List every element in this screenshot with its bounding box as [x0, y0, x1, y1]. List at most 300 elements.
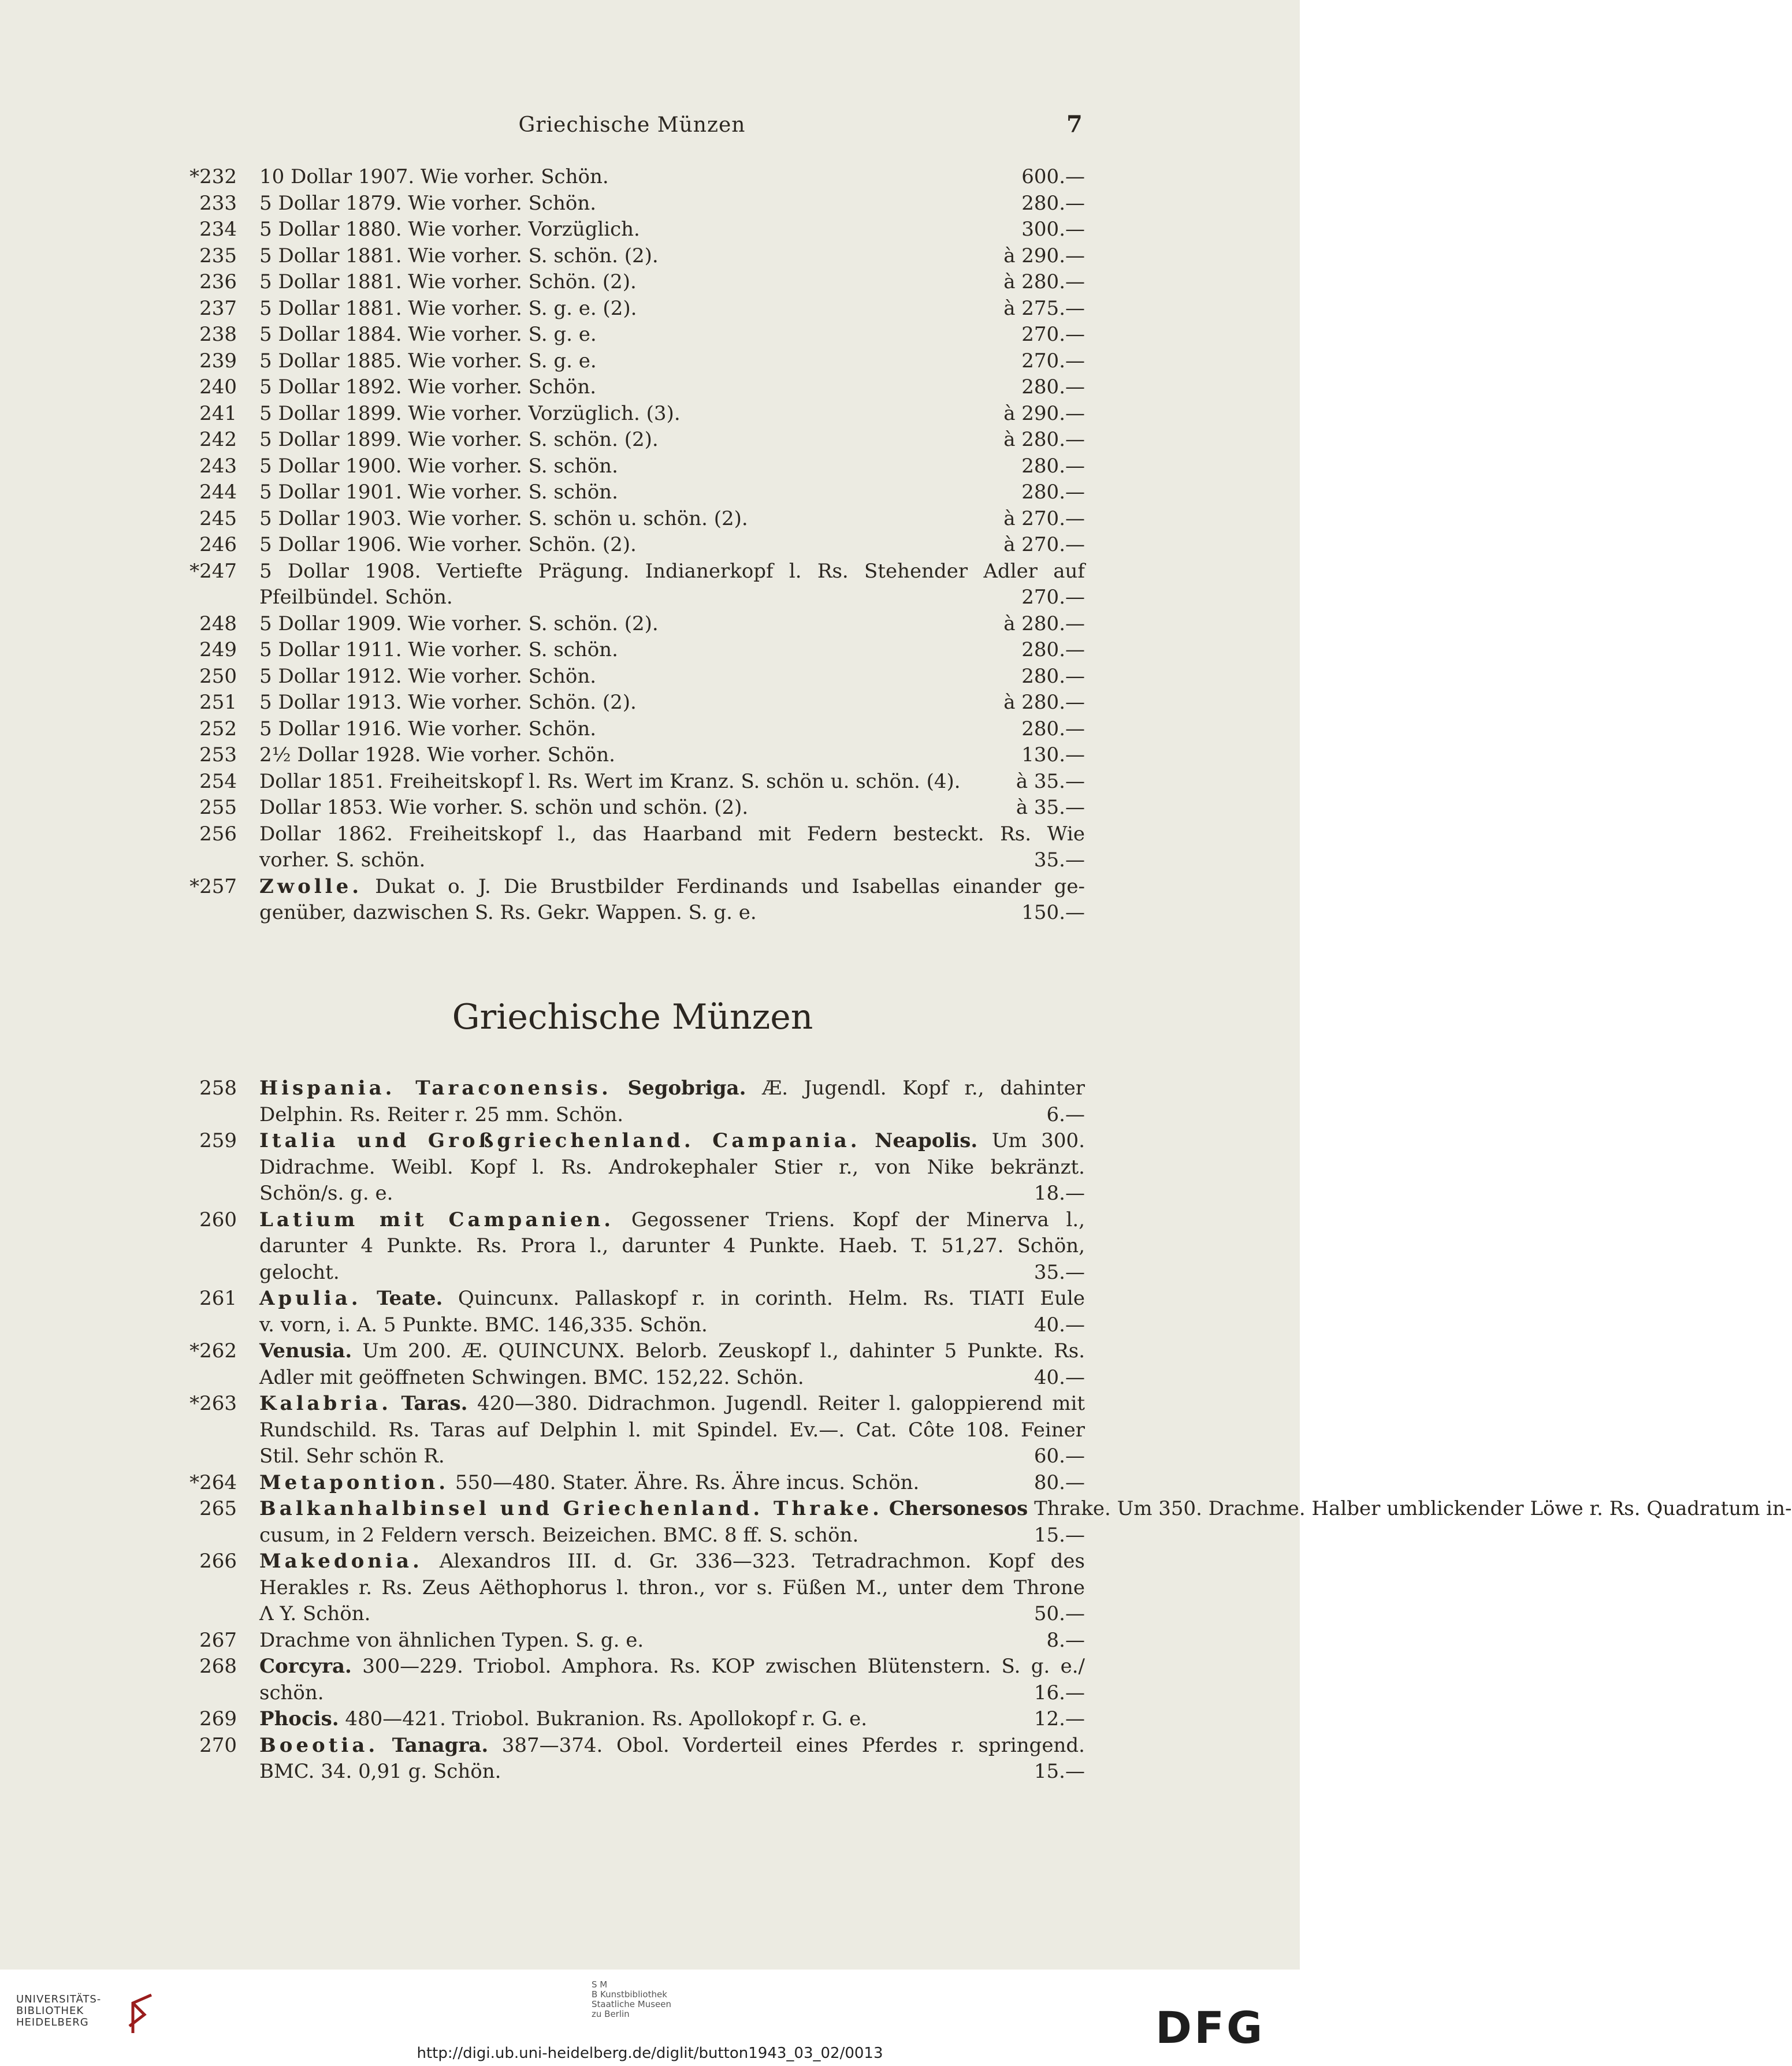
lot-heading: Boeotia. — [259, 1733, 379, 1757]
lot-price: 280.— — [1021, 481, 1085, 504]
lot-price: 600.— — [1021, 165, 1085, 188]
lot-number: 255 — [199, 796, 237, 819]
line-content: Um 200. Æ. QUINCUNX. Belorb. Zeuskopf l., dahinter 5 Punkte. Rs. — [362, 1339, 1085, 1363]
line-text — [259, 1706, 1026, 1733]
lot-price: 300.— — [1021, 218, 1085, 241]
lot-entry — [156, 690, 1085, 716]
lot-price: à 280.— — [1003, 691, 1085, 714]
lot-description — [259, 296, 1085, 322]
university-logo-line: UNIVERSITÄTS- — [16, 1993, 102, 2005]
line-content: Drachme von ähnlichen Typen. S. g. e. — [259, 1628, 644, 1652]
university-logo-line: HEIDELBERG — [16, 2016, 89, 2028]
lot-description — [259, 1338, 1085, 1391]
description-line — [259, 1128, 1085, 1155]
lot-price: 150.— — [1021, 901, 1085, 924]
line-text — [259, 1312, 1026, 1339]
lot-number: 256 — [199, 822, 237, 846]
lot-heading: Metapontion. — [259, 1471, 449, 1494]
line-text — [259, 716, 1013, 743]
lot-heading: Apulia. — [259, 1287, 362, 1310]
description-line — [259, 1417, 1085, 1444]
lot-description — [259, 1128, 1085, 1207]
lot-number: 236 — [199, 270, 237, 293]
lot-description — [259, 716, 1085, 743]
description-line — [259, 1522, 1085, 1549]
university-logo — [16, 1994, 101, 2028]
line-text — [259, 690, 995, 716]
lot-heading: Makedonia. — [259, 1550, 423, 1573]
line-text — [259, 1392, 1085, 1415]
description-line — [259, 1759, 1085, 1785]
lot-entry — [156, 874, 1085, 926]
line-text — [259, 1077, 1085, 1100]
lot-number: 265 — [199, 1497, 237, 1520]
lot-description — [259, 664, 1085, 690]
lot-price: 50.— — [1033, 1602, 1085, 1625]
line-content: Didrachme. Weibl. Kopf l. Rs. Androkephaler Stier r., von Nike bekränzt. — [259, 1155, 1085, 1179]
lot-entry — [156, 1075, 1085, 1128]
lot-price: 280.— — [1021, 664, 1085, 688]
line-content: 550—480. Stater. Ähre. Rs. Ähre incus. Schön. — [455, 1471, 920, 1494]
line-text — [259, 560, 1085, 583]
lot-price: 18.— — [1033, 1182, 1085, 1205]
lot-price: 16.— — [1033, 1681, 1085, 1704]
lot-price: 280.— — [1021, 191, 1085, 215]
line-text — [259, 479, 1013, 506]
lot-description — [259, 1733, 1085, 1785]
lot-entry — [156, 637, 1085, 664]
lot-description — [259, 1548, 1085, 1628]
line-text — [259, 1287, 1085, 1310]
section-title: Griechische Münzen — [452, 997, 813, 1037]
lot-price: à 280.— — [1003, 612, 1085, 635]
line-text — [259, 1339, 1085, 1363]
description-line — [259, 427, 1085, 453]
line-content: 5 Dollar 1912. Wie vorher. Schön. — [259, 664, 597, 688]
description-line — [259, 847, 1085, 874]
line-content: Thrake. Um 350. Drachme. Halber umblickender Löwe r. Rs. Quadratum in- — [1034, 1497, 1792, 1520]
lot-entry — [156, 322, 1085, 348]
lot-number: 242 — [199, 428, 237, 451]
line-content: 5 Dollar 1899. Wie vorher. S. schön. (2). — [259, 428, 659, 451]
line-content: vorher. S. schön. — [259, 848, 426, 872]
line-text — [259, 1234, 1085, 1257]
lot-description — [259, 269, 1085, 296]
library-stamp — [592, 1980, 671, 2019]
lot-price: à 280.— — [1003, 270, 1085, 293]
line-content: Æ. Jugendl. Kopf r., dahinter — [762, 1077, 1085, 1100]
line-content: v. vorn, i. A. 5 Punkte. BMC. 146,335. Schön. — [259, 1313, 708, 1337]
description-line — [259, 1207, 1085, 1234]
line-text — [259, 506, 995, 533]
description-line — [259, 1181, 1085, 1207]
line-text — [259, 611, 995, 638]
lot-heading: Italia und Großgriechenland. Campania. — [259, 1129, 861, 1152]
lot-entry — [156, 1548, 1085, 1628]
line-text — [259, 427, 995, 453]
description-line — [259, 1233, 1085, 1260]
lot-price: 12.— — [1033, 1707, 1085, 1730]
description-line — [259, 506, 1085, 533]
lot-price: 270.— — [1021, 586, 1085, 609]
lot-description — [259, 374, 1085, 401]
line-content: 420—380. Didrachmon. Jugendl. Reiter l. galoppierend mit — [477, 1392, 1085, 1415]
lot-number: 241 — [199, 401, 237, 425]
lot-price: 270.— — [1021, 349, 1085, 373]
lot-description — [259, 1628, 1085, 1654]
lot-number: 233 — [199, 191, 237, 215]
lot-price: 280.— — [1021, 375, 1085, 399]
lot-number: 243 — [199, 454, 237, 478]
line-content: 5 Dollar 1908. Vertiefte Prägung. Indianerkopf l. Rs. Stehender Adler auf — [259, 559, 1085, 583]
description-line — [259, 1102, 1085, 1129]
description-line — [259, 585, 1085, 611]
lot-price: 280.— — [1021, 717, 1085, 740]
line-content: 5 Dollar 1899. Wie vorher. Vorzüglich. (3). — [259, 401, 681, 425]
description-line — [259, 1155, 1085, 1181]
lot-price: à 270.— — [1003, 533, 1085, 556]
line-content: Λ Y. Schön. — [259, 1602, 371, 1625]
lot-entry — [156, 664, 1085, 690]
line-content: genüber, dazwischen S. Rs. Gekr. Wappen. S. g. e. — [259, 901, 757, 924]
line-content: 5 Dollar 1884. Wie vorher. S. g. e. — [259, 323, 597, 346]
description-line — [259, 453, 1085, 480]
lot-heading: Zwolle. — [259, 874, 363, 898]
lot-price: à 35.— — [1016, 796, 1085, 819]
lot-entry — [156, 1338, 1085, 1391]
lot-description — [259, 1207, 1085, 1286]
lot-number: 246 — [199, 533, 237, 556]
description-line — [259, 795, 1085, 821]
line-text — [259, 1576, 1085, 1599]
description-line — [259, 716, 1085, 743]
line-content: Schön/s. g. e. — [259, 1182, 393, 1205]
line-content: 5 Dollar 1903. Wie vorher. S. schön u. schön. (2). — [259, 507, 748, 530]
description-line — [259, 1075, 1085, 1102]
description-line — [259, 821, 1085, 848]
lot-entry — [156, 269, 1085, 296]
description-line — [259, 1286, 1085, 1312]
lot-subheading: Neapolis. — [875, 1129, 978, 1152]
line-content: 2½ Dollar 1928. Wie vorher. Schön. — [259, 743, 615, 766]
lot-price: 130.— — [1021, 743, 1085, 766]
library-stamp-line: S M — [592, 1979, 608, 1990]
page-number: 7 — [1066, 111, 1083, 138]
lot-description — [259, 795, 1085, 821]
lot-description — [259, 191, 1085, 217]
lot-price: 15.— — [1033, 1760, 1085, 1783]
line-text — [259, 1759, 1026, 1785]
running-title: Griechische Münzen — [518, 113, 746, 137]
lot-price: à 275.— — [1003, 296, 1085, 320]
lot-number: 244 — [199, 481, 237, 504]
description-line — [259, 1733, 1085, 1759]
lot-entry — [156, 191, 1085, 217]
description-line — [259, 1470, 1085, 1497]
lot-entry — [156, 795, 1085, 821]
upper-lot-list — [156, 164, 1085, 926]
line-content: 5 Dollar 1911. Wie vorher. S. schön. — [259, 638, 618, 661]
description-line — [259, 1548, 1085, 1575]
line-text — [259, 1550, 1085, 1573]
lot-description — [259, 1654, 1085, 1706]
lot-price: 15.— — [1033, 1523, 1085, 1547]
line-content: 5 Dollar 1906. Wie vorher. Schön. (2). — [259, 533, 637, 556]
lot-description — [259, 427, 1085, 453]
lot-number: 237 — [199, 296, 237, 320]
lot-description — [259, 874, 1085, 926]
description-line — [259, 1706, 1085, 1733]
lot-entry — [156, 1391, 1085, 1470]
lot-description — [259, 1706, 1085, 1733]
lot-price: 8.— — [1046, 1628, 1085, 1652]
line-content: 5 Dollar 1909. Wie vorher. S. schön. (2). — [259, 612, 659, 635]
lot-price: 280.— — [1021, 638, 1085, 661]
lot-number: 268 — [199, 1655, 237, 1678]
lot-entry — [156, 1207, 1085, 1286]
line-text — [259, 1601, 1026, 1628]
lot-entry — [156, 296, 1085, 322]
description-line — [259, 559, 1085, 585]
line-text — [259, 1655, 1085, 1678]
line-text — [259, 795, 1008, 821]
line-text — [259, 822, 1085, 846]
description-line — [259, 1365, 1085, 1391]
lot-entry — [156, 1706, 1085, 1733]
lot-number: 235 — [199, 244, 237, 267]
dfg-logo: DFG — [1155, 2002, 1265, 2053]
lot-description — [259, 322, 1085, 348]
line-text — [259, 401, 995, 427]
description-line — [259, 1654, 1085, 1680]
line-content: gelocht. — [259, 1260, 340, 1284]
line-text — [259, 1365, 1026, 1391]
lot-entry — [156, 164, 1085, 191]
lot-description — [259, 506, 1085, 533]
line-text — [259, 453, 1013, 480]
lot-number: 245 — [199, 507, 237, 530]
lot-price: 80.— — [1033, 1471, 1085, 1494]
line-content: 5 Dollar 1901. Wie vorher. S. schön. — [259, 481, 618, 504]
line-content: 387—374. Obol. Vorderteil eines Pferdes r. springend. — [501, 1733, 1085, 1757]
lot-number: 249 — [199, 638, 237, 661]
line-text — [259, 742, 1013, 769]
lot-description — [259, 164, 1085, 191]
lot-subheading: Corcyra. — [259, 1655, 352, 1678]
description-line — [259, 637, 1085, 664]
lot-description — [259, 559, 1085, 611]
line-text — [259, 1497, 1792, 1520]
lot-number: *247 — [189, 559, 237, 583]
description-line — [259, 611, 1085, 638]
lot-subheading: Chersonesos — [888, 1497, 1028, 1520]
line-text — [259, 1734, 1085, 1757]
description-line — [259, 401, 1085, 427]
line-content: 5 Dollar 1881. Wie vorher. S. schön. (2). — [259, 244, 659, 267]
description-line — [259, 1680, 1085, 1707]
lot-subheading: Taras. — [401, 1392, 468, 1415]
description-line — [259, 348, 1085, 375]
line-content: 5 Dollar 1916. Wie vorher. Schön. — [259, 717, 597, 740]
line-content: 5 Dollar 1881. Wie vorher. Schön. (2). — [259, 270, 637, 293]
line-text — [259, 348, 1013, 375]
lot-heading: Latium mit Campanien. — [259, 1208, 615, 1231]
lot-entry — [156, 1628, 1085, 1654]
lot-number: 269 — [199, 1707, 237, 1730]
university-mark-icon — [121, 1991, 156, 2038]
lot-price: 60.— — [1033, 1445, 1085, 1468]
description-line — [259, 1312, 1085, 1339]
lot-price: 35.— — [1033, 1260, 1085, 1284]
lot-entry — [156, 1128, 1085, 1207]
lot-number: 270 — [199, 1733, 237, 1757]
lot-subheading: Venusia. — [259, 1339, 352, 1363]
library-stamp-line: zu Berlin — [592, 2009, 630, 2019]
line-content: 300—229. Triobol. Amphora. Rs. KOP zwischen Blütenstern. S. g. e./ — [362, 1655, 1085, 1678]
lot-description — [259, 690, 1085, 716]
line-text — [259, 243, 995, 270]
lot-subheading: Phocis. — [259, 1707, 339, 1730]
lot-number: *257 — [189, 874, 237, 898]
lot-description — [259, 1075, 1085, 1128]
description-line — [259, 1391, 1085, 1417]
lot-entry — [156, 217, 1085, 243]
lot-description — [259, 479, 1085, 506]
lower-lot-list — [156, 1075, 1792, 1785]
lot-entry — [156, 1654, 1085, 1706]
line-text — [259, 1470, 1026, 1497]
line-text — [259, 875, 1085, 898]
lot-number: 258 — [199, 1077, 237, 1100]
lot-description — [259, 532, 1085, 559]
lot-entry — [156, 374, 1085, 401]
line-content: Herakles r. Rs. Zeus Aëthophorus l. thron., vor s. Füßen M., unter dem Throne — [259, 1576, 1085, 1599]
description-line — [259, 1496, 1792, 1522]
line-text — [259, 1102, 1039, 1129]
lot-entry — [156, 1733, 1085, 1785]
footer — [0, 1970, 1300, 2066]
line-content: 10 Dollar 1907. Wie vorher. Schön. — [259, 165, 609, 188]
line-text — [259, 1181, 1026, 1207]
line-text — [259, 1260, 1026, 1286]
line-content: 5 Dollar 1913. Wie vorher. Schön. (2). — [259, 691, 637, 714]
lot-entry — [156, 559, 1085, 611]
description-line — [259, 1443, 1085, 1470]
line-content: 480—421. Triobol. Bukranion. Rs. Apollokopf r. G. e. — [345, 1707, 868, 1730]
lot-entry — [156, 479, 1085, 506]
description-line — [259, 742, 1085, 769]
description-line — [259, 1338, 1085, 1365]
lot-number: 238 — [199, 323, 237, 346]
lot-entry — [156, 769, 1085, 795]
line-text — [259, 269, 995, 296]
lot-entry — [156, 506, 1085, 533]
lot-price: à 280.— — [1003, 428, 1085, 451]
lot-number: 254 — [199, 769, 237, 793]
line-text — [259, 769, 1008, 795]
lot-heading: Balkanhalbinsel und Griechenland. Thrake. — [259, 1497, 883, 1520]
lot-heading: Kalabria. — [259, 1392, 392, 1415]
lot-description — [259, 217, 1085, 243]
source-url[interactable]: http://digi.ub.uni-heidelberg.de/diglit/button1943_03_02/0013 — [417, 2045, 883, 2062]
line-content: Quincunx. Pallaskopf r. in corinth. Helm. Rs. TIATI Eule — [458, 1287, 1085, 1310]
line-text — [259, 664, 1013, 690]
line-text — [259, 585, 1013, 611]
lot-entry — [156, 401, 1085, 427]
lot-price: 280.— — [1021, 454, 1085, 478]
lot-description — [259, 1470, 1085, 1497]
lot-number: 261 — [199, 1287, 237, 1310]
line-text — [259, 1443, 1026, 1470]
lot-price: 270.— — [1021, 323, 1085, 346]
lot-number: *263 — [189, 1392, 237, 1415]
lot-entry — [156, 427, 1085, 453]
lot-number: 267 — [199, 1628, 237, 1652]
description-line — [259, 690, 1085, 716]
lot-description — [259, 1496, 1792, 1548]
line-content: 5 Dollar 1881. Wie vorher. S. g. e. (2). — [259, 296, 637, 320]
lot-description — [259, 1286, 1085, 1338]
lot-subheading: Segobriga. — [627, 1077, 746, 1100]
line-content: 5 Dollar 1900. Wie vorher. S. schön. — [259, 454, 618, 478]
line-text — [259, 1522, 1026, 1549]
lot-number: *264 — [189, 1471, 237, 1494]
lot-description — [259, 453, 1085, 480]
lot-entry — [156, 453, 1085, 480]
lot-number: 266 — [199, 1550, 237, 1573]
line-content: Rundschild. Rs. Taras auf Delphin l. mit Spindel. Ev.—. Cat. Côte 108. Feiner — [259, 1418, 1085, 1442]
lot-number: 250 — [199, 664, 237, 688]
lot-description — [259, 611, 1085, 638]
lot-number: 259 — [199, 1129, 237, 1152]
line-text — [259, 1419, 1085, 1442]
description-line — [259, 164, 1085, 191]
lot-number: 251 — [199, 691, 237, 714]
line-text — [259, 191, 1013, 217]
line-content: Dukat o. J. Die Brustbilder Ferdinands und Isabellas einander ge- — [375, 874, 1085, 898]
line-content: 5 Dollar 1892. Wie vorher. Schön. — [259, 375, 597, 399]
lot-entry — [156, 821, 1085, 874]
line-content: Alexandros III. d. Gr. 336—323. Tetradrachmon. Kopf des — [439, 1550, 1085, 1573]
line-content: 5 Dollar 1880. Wie vorher. Vorzüglich. — [259, 218, 640, 241]
lot-heading: Hispania. Taraconensis. — [259, 1077, 612, 1100]
description-line — [259, 1601, 1085, 1628]
description-line — [259, 296, 1085, 322]
lot-description — [259, 637, 1085, 664]
line-content: 5 Dollar 1879. Wie vorher. Schön. — [259, 191, 597, 215]
lot-description — [259, 1391, 1085, 1470]
line-content: Gegossener Triens. Kopf der Minerva l., — [631, 1208, 1085, 1231]
line-text — [259, 900, 1013, 926]
line-content: Stil. Sehr schön R. — [259, 1445, 445, 1468]
lot-number: 234 — [199, 218, 237, 241]
line-text — [259, 374, 1013, 401]
description-line — [259, 217, 1085, 243]
lot-description — [259, 769, 1085, 795]
lot-description — [259, 243, 1085, 270]
description-line — [259, 191, 1085, 217]
description-line — [259, 769, 1085, 795]
lot-price: à 270.— — [1003, 507, 1085, 530]
lot-number: 252 — [199, 717, 237, 740]
lot-price: à 290.— — [1003, 401, 1085, 425]
description-line — [259, 269, 1085, 296]
lot-entry — [156, 243, 1085, 270]
lot-entry — [156, 1496, 1792, 1548]
lot-entry — [156, 532, 1085, 559]
lot-number: 260 — [199, 1208, 237, 1231]
description-line — [259, 1628, 1085, 1654]
